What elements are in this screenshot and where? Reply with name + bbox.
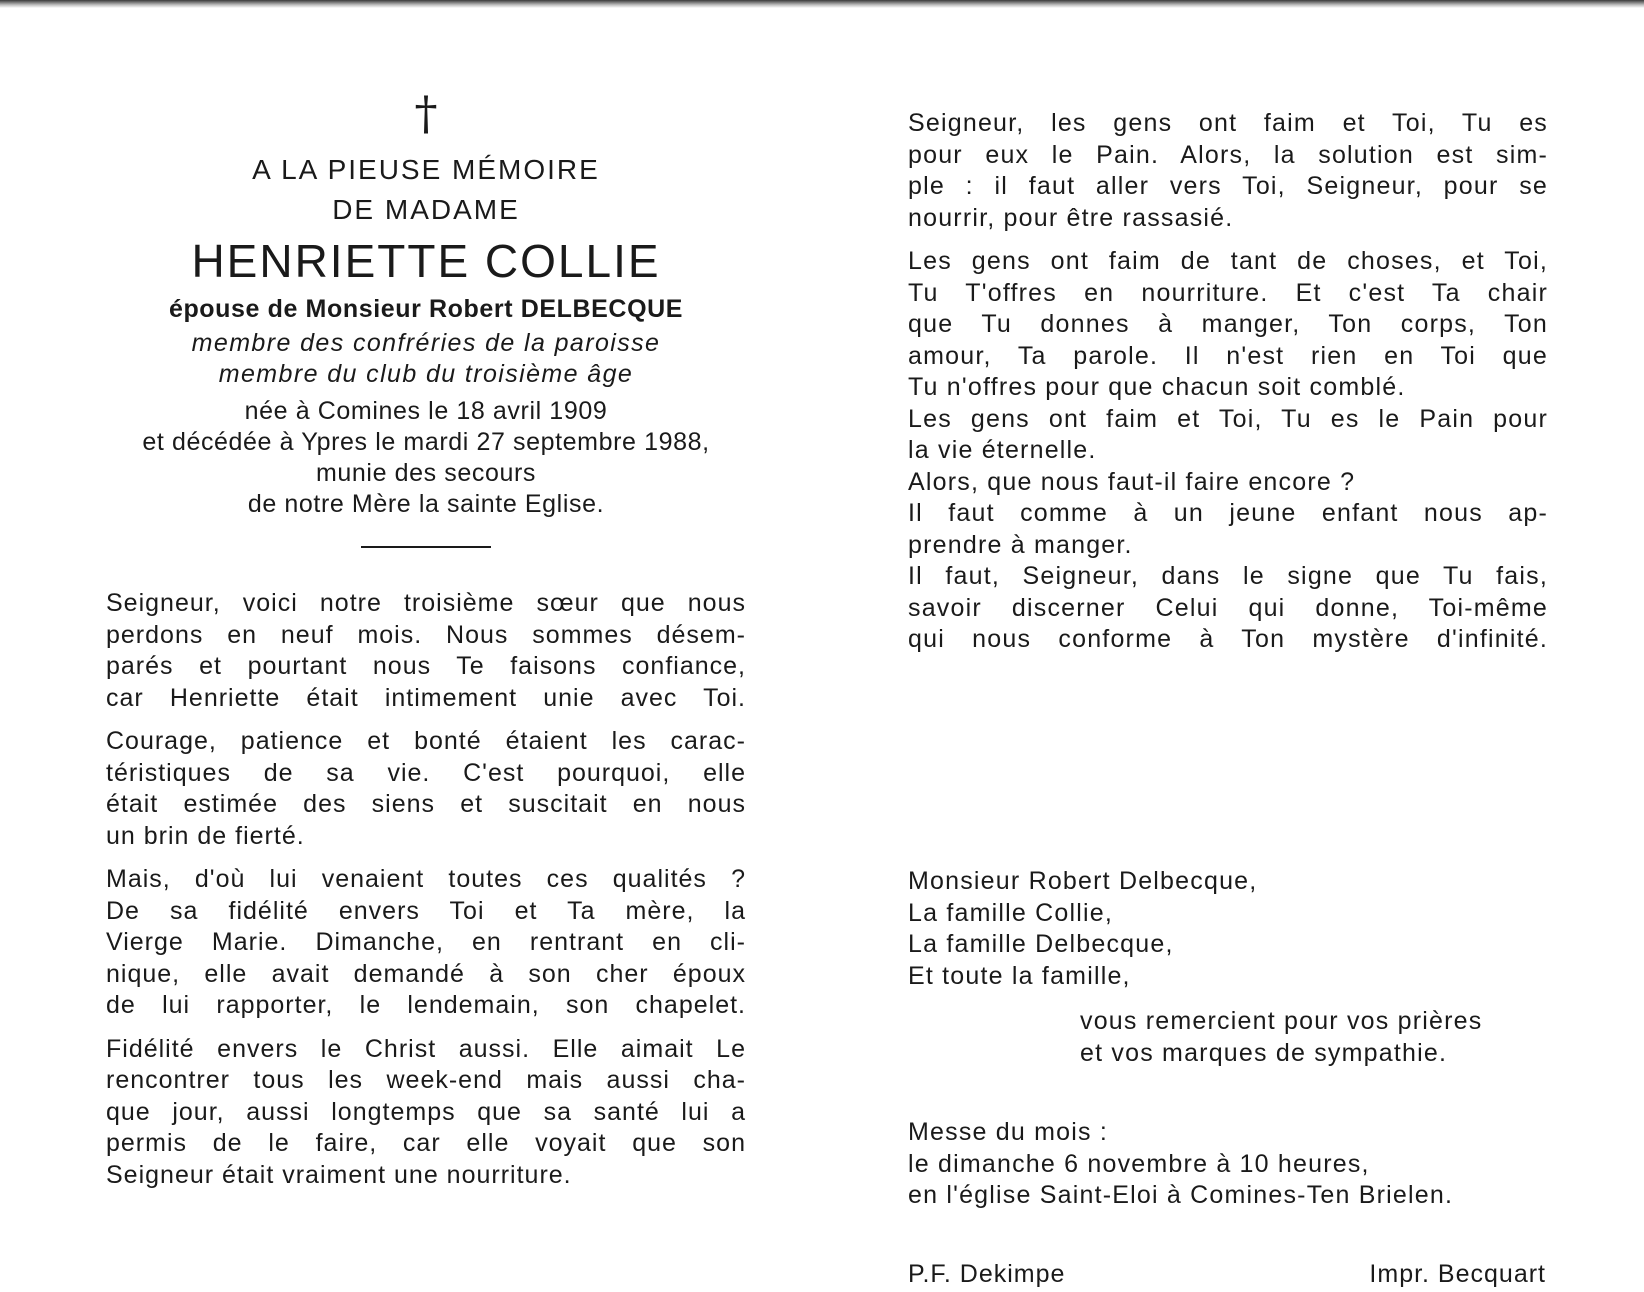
text-line: la vie éternelle. xyxy=(908,436,1097,464)
text-line: rencontrer tous les week-end mais aussi cha- xyxy=(106,1066,746,1094)
text-line: Monsieur Robert Delbecque, xyxy=(908,867,1258,895)
text-line: Seigneur, les gens ont faim et Toi, Tu es xyxy=(908,109,1548,137)
text-line: Tu n'offres pour que chacun soit comblé. xyxy=(908,373,1406,401)
prayer-paragraph xyxy=(908,108,1548,234)
text-line: Messe du mois : xyxy=(908,1118,1109,1146)
tribute-paragraph xyxy=(106,864,746,1022)
text-line: que jour, aussi longtemps que sa santé lui a xyxy=(106,1097,746,1126)
text-line: permis de le faire, car elle voyait que son xyxy=(106,1129,746,1157)
left-column xyxy=(106,86,746,1203)
memorial-line-2: DE MADAME xyxy=(332,194,520,225)
tribute-paragraph xyxy=(106,726,746,852)
text-line: Il faut, Seigneur, dans le signe que Tu fais, xyxy=(908,562,1548,590)
text-line: de lui rapporter, le lendemain, son chapelet. xyxy=(106,991,746,1019)
cross-icon: † xyxy=(414,86,438,140)
thanks-message xyxy=(1080,1006,1550,1069)
text-line: prendre à manger. xyxy=(908,530,1133,559)
text-line: en l'église Saint-Eloi à Comines-Ten Brielen. xyxy=(908,1181,1454,1209)
prayer-paragraph xyxy=(908,246,1548,656)
text-line: était estimée des siens et suscitait en nous xyxy=(106,790,746,818)
memorial-line-1: A LA PIEUSE MÉMOIRE xyxy=(252,154,600,185)
text-line: Courage, patience et bonté étaient les carac- xyxy=(106,727,746,755)
text-line: Tu T'offres en nourriture. Et c'est Ta chair xyxy=(908,278,1548,307)
text-line: le dimanche 6 novembre à 10 heures, xyxy=(908,1149,1370,1178)
birth-line: née à Comines le 18 avril 1909 xyxy=(244,397,608,425)
printer-credit: Impr. Becquart xyxy=(1369,1260,1546,1288)
text-line: et vos marques de sympathie. xyxy=(1080,1038,1448,1067)
divider xyxy=(361,546,491,548)
sacrament-line: munie des secours xyxy=(315,459,537,487)
text-line: un brin de fierté. xyxy=(106,821,305,850)
text-line: Fidélité envers le Christ aussi. Elle aimait Le xyxy=(106,1034,746,1063)
membership-line: membre des confréries de la paroisse xyxy=(191,329,661,357)
text-line: La famille Collie, xyxy=(908,898,1114,927)
text-line: amour, Ta parole. Il n'est rien en Toi que xyxy=(908,341,1548,370)
text-line: Seigneur, voici notre troisième sœur que nous xyxy=(106,589,746,617)
tribute-paragraph xyxy=(106,588,746,714)
text-line: téristiques de sa vie. C'est pourquoi, elle xyxy=(106,758,746,787)
tribute-paragraph xyxy=(106,1034,746,1192)
text-line: Mais, d'où lui venaient toutes ces qualités ? xyxy=(106,865,746,893)
text-line: Vierge Marie. Dimanche, en rentrant en cli- xyxy=(106,928,746,956)
text-line: Et toute la famille, xyxy=(908,961,1131,990)
text-line: De sa fidélité envers Toi et Ta mère, la xyxy=(106,896,746,925)
text-line: nique, elle avait demandé à son cher époux xyxy=(106,959,746,988)
text-line: Seigneur était vraiment une nourriture. xyxy=(106,1160,572,1189)
family-names xyxy=(908,866,1548,992)
mass-announcement xyxy=(908,1117,1548,1212)
text-line: vous remercient pour vos prières xyxy=(1080,1007,1483,1035)
text-line: pour eux le Pain. Alors, la solution est sim- xyxy=(908,140,1548,169)
text-line: nourrir, pour être rassasié. xyxy=(908,203,1234,232)
deceased-name: HENRIETTE COLLIE xyxy=(191,235,661,287)
text-line: perdons en neuf mois. Nous sommes désem- xyxy=(106,620,746,649)
text-line: Les gens ont faim et Toi, Tu es le Pain pour xyxy=(908,404,1548,433)
scan-top-edge xyxy=(0,0,1644,8)
memorial-header xyxy=(106,86,746,548)
sacrament-line: de notre Mère la sainte Eglise. xyxy=(247,490,605,518)
text-line: car Henriette était intimement unie avec Toi. xyxy=(106,683,746,712)
text-line: Les gens ont faim de tant de choses, et Toi, xyxy=(908,247,1548,275)
text-line: ple : il faut aller vers Toi, Seigneur, pour se xyxy=(908,172,1548,200)
text-line: qui nous conforme à Ton mystère d'infinité. xyxy=(908,625,1548,653)
right-column xyxy=(908,108,1548,656)
death-line: et décédée à Ypres le mardi 27 septembre 1988, xyxy=(142,428,710,456)
text-line: que Tu donnes à manger, Ton corps, Ton xyxy=(908,310,1548,338)
spouse-line: épouse de Monsieur Robert DELBECQUE xyxy=(168,295,684,323)
funeral-director: P.F. Dekimpe xyxy=(908,1260,1066,1288)
text-line: parés et pourtant nous Te faisons confiance, xyxy=(106,652,746,680)
text-line: savoir discerner Celui qui donne, Toi-même xyxy=(908,593,1548,622)
text-line: La famille Delbecque, xyxy=(908,930,1174,958)
text-line: Alors, que nous faut-il faire encore ? xyxy=(908,467,1356,496)
text-line: Il faut comme à un jeune enfant nous ap- xyxy=(908,499,1548,527)
membership-line: membre du club du troisième âge xyxy=(218,360,634,388)
